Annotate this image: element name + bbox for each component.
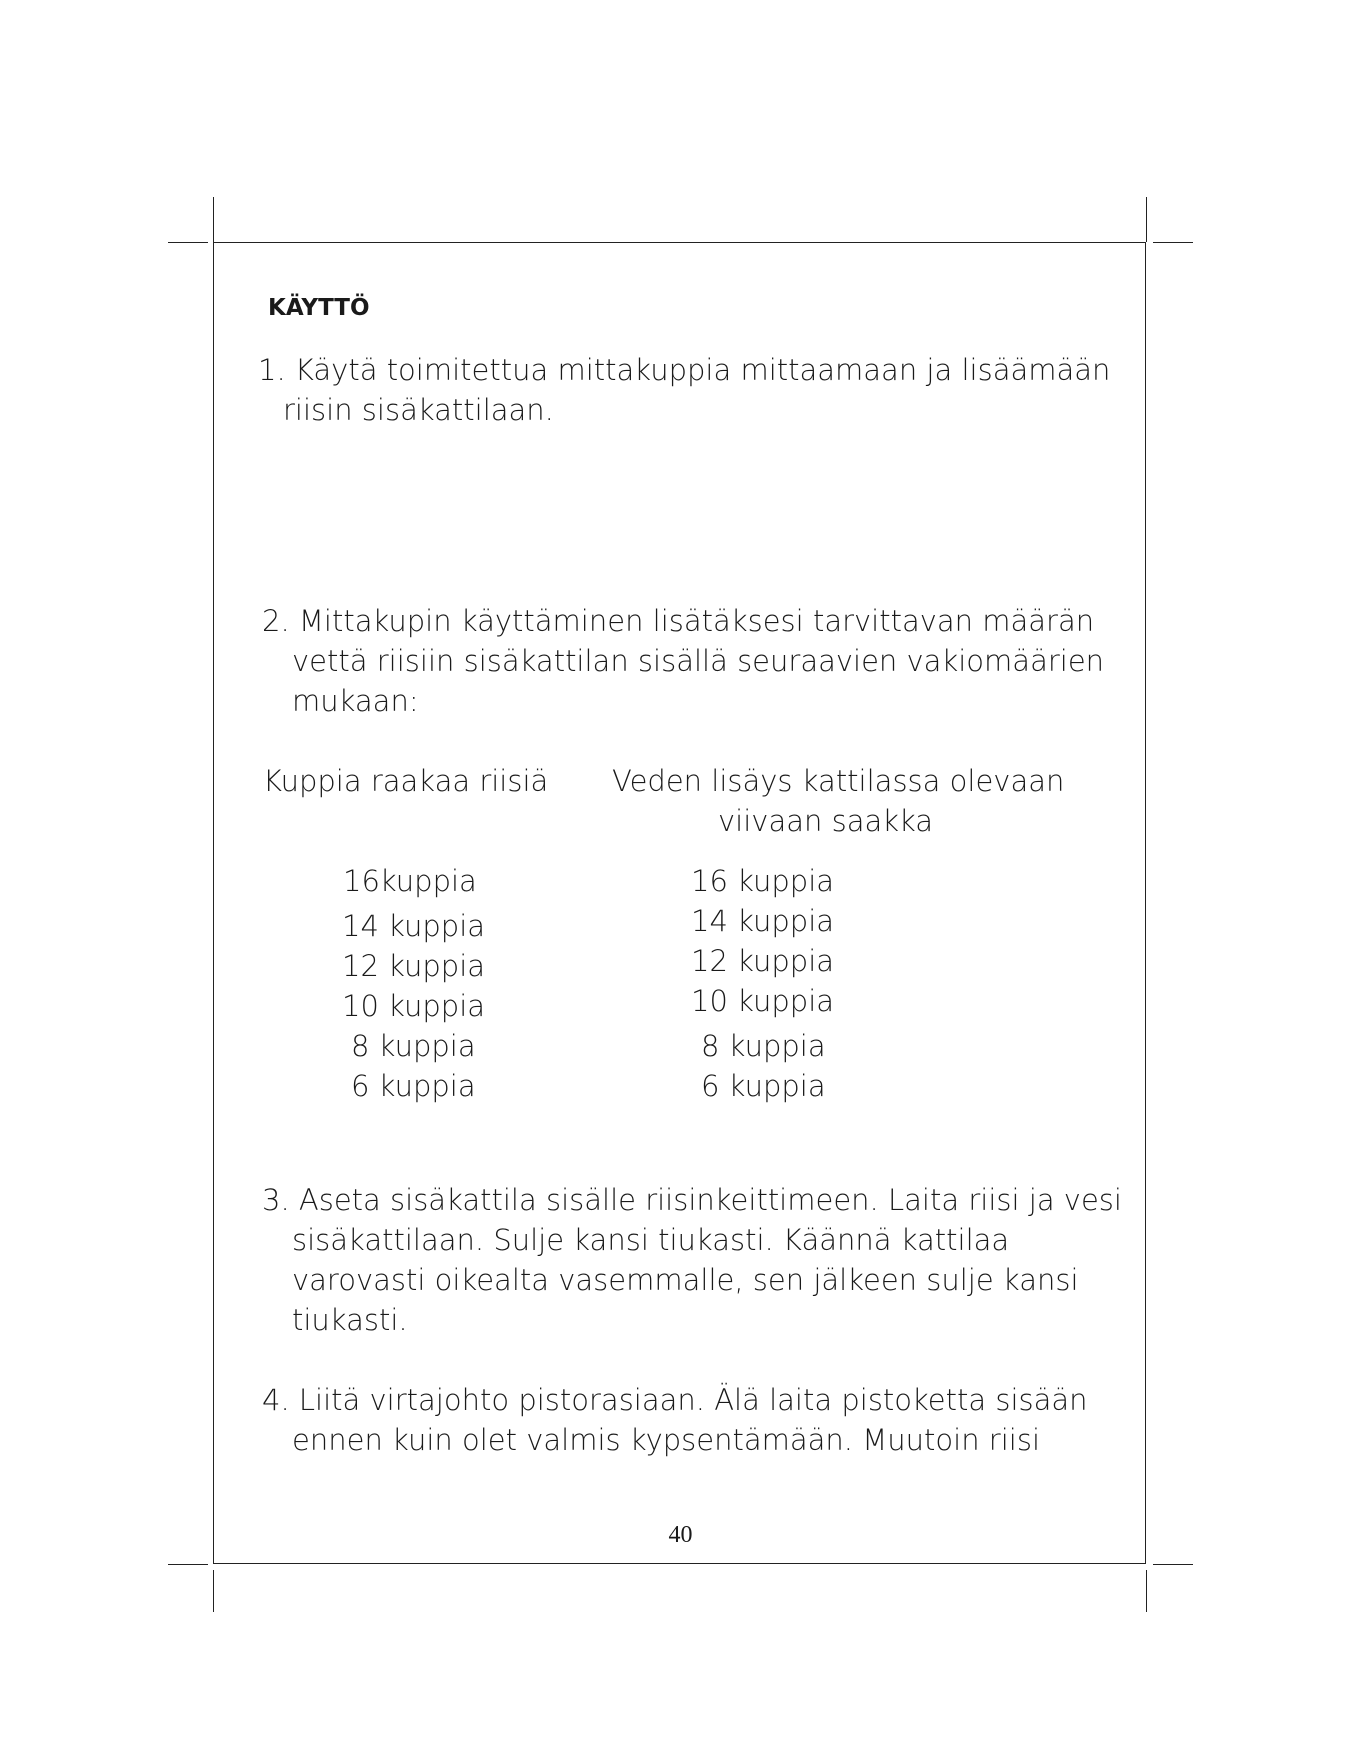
step-2-line-2: vettä riisiin sisäkattilan sisällä seuraavien vakiomäärien: [292, 644, 1105, 678]
section-title: KÄYTTÖ: [268, 295, 370, 321]
crop-mark: [1153, 1564, 1193, 1565]
table-header-rice: Kuppia raakaa riisiä: [263, 764, 549, 798]
table-cell-water: 6 kuppia: [701, 1069, 826, 1103]
table-cell-rice: 16kuppia: [343, 864, 477, 898]
table-cell-rice: 14 kuppia: [342, 909, 486, 943]
table-cell-rice: 8 kuppia: [351, 1029, 476, 1063]
table-header-water-2: viivaan saakka: [718, 804, 934, 838]
step-1-line-1: 1. Käytä toimitettua mittakuppia mittaamaan ja lisäämään: [258, 353, 1111, 387]
crop-mark: [168, 1564, 208, 1565]
table-cell-rice: 12 kuppia: [342, 949, 486, 983]
table-cell-water: 12 kuppia: [691, 944, 835, 978]
step-3-line-4: tiukasti.: [292, 1303, 408, 1337]
page-number: 40: [668, 1522, 693, 1548]
table-cell-water: 8 kuppia: [701, 1029, 826, 1063]
table-cell-water: 16 kuppia: [691, 864, 835, 898]
step-1-line-2: riisin sisäkattilaan.: [283, 393, 554, 427]
table-header-water-1: Veden lisäys kattilassa olevaan: [612, 764, 1065, 798]
step-3-line-2: sisäkattilaan. Sulje kansi tiukasti. Käännä kattilaa: [292, 1223, 1010, 1257]
table-cell-water: 14 kuppia: [691, 904, 835, 938]
crop-mark: [213, 197, 214, 242]
table-cell-water: 10 kuppia: [691, 984, 835, 1018]
crop-mark: [213, 1570, 214, 1612]
page-frame: [213, 242, 1146, 1564]
step-3-line-1: 3. Aseta sisäkattila sisälle riisinkeittimeen. Laita riisi ja vesi: [262, 1183, 1122, 1217]
step-2-line-1: 2. Mittakupin käyttäminen lisätäksesi tarvittavan määrän: [262, 604, 1095, 638]
step-4-line-2: ennen kuin olet valmis kypsentämään. Muutoin riisi: [292, 1423, 1040, 1457]
crop-mark: [1153, 242, 1193, 243]
step-4-line-1: 4. Liitä virtajohto pistorasiaan. Älä laita pistoketta sisään: [262, 1383, 1088, 1417]
crop-mark: [168, 242, 208, 243]
crop-mark: [1146, 1570, 1147, 1612]
crop-mark: [1146, 197, 1147, 242]
table-cell-rice: 6 kuppia: [351, 1069, 476, 1103]
table-cell-rice: 10 kuppia: [342, 989, 486, 1023]
step-3-line-3: varovasti oikealta vasemmalle, sen jälkeen sulje kansi: [292, 1263, 1079, 1297]
step-2-line-3: mukaan:: [292, 684, 419, 718]
